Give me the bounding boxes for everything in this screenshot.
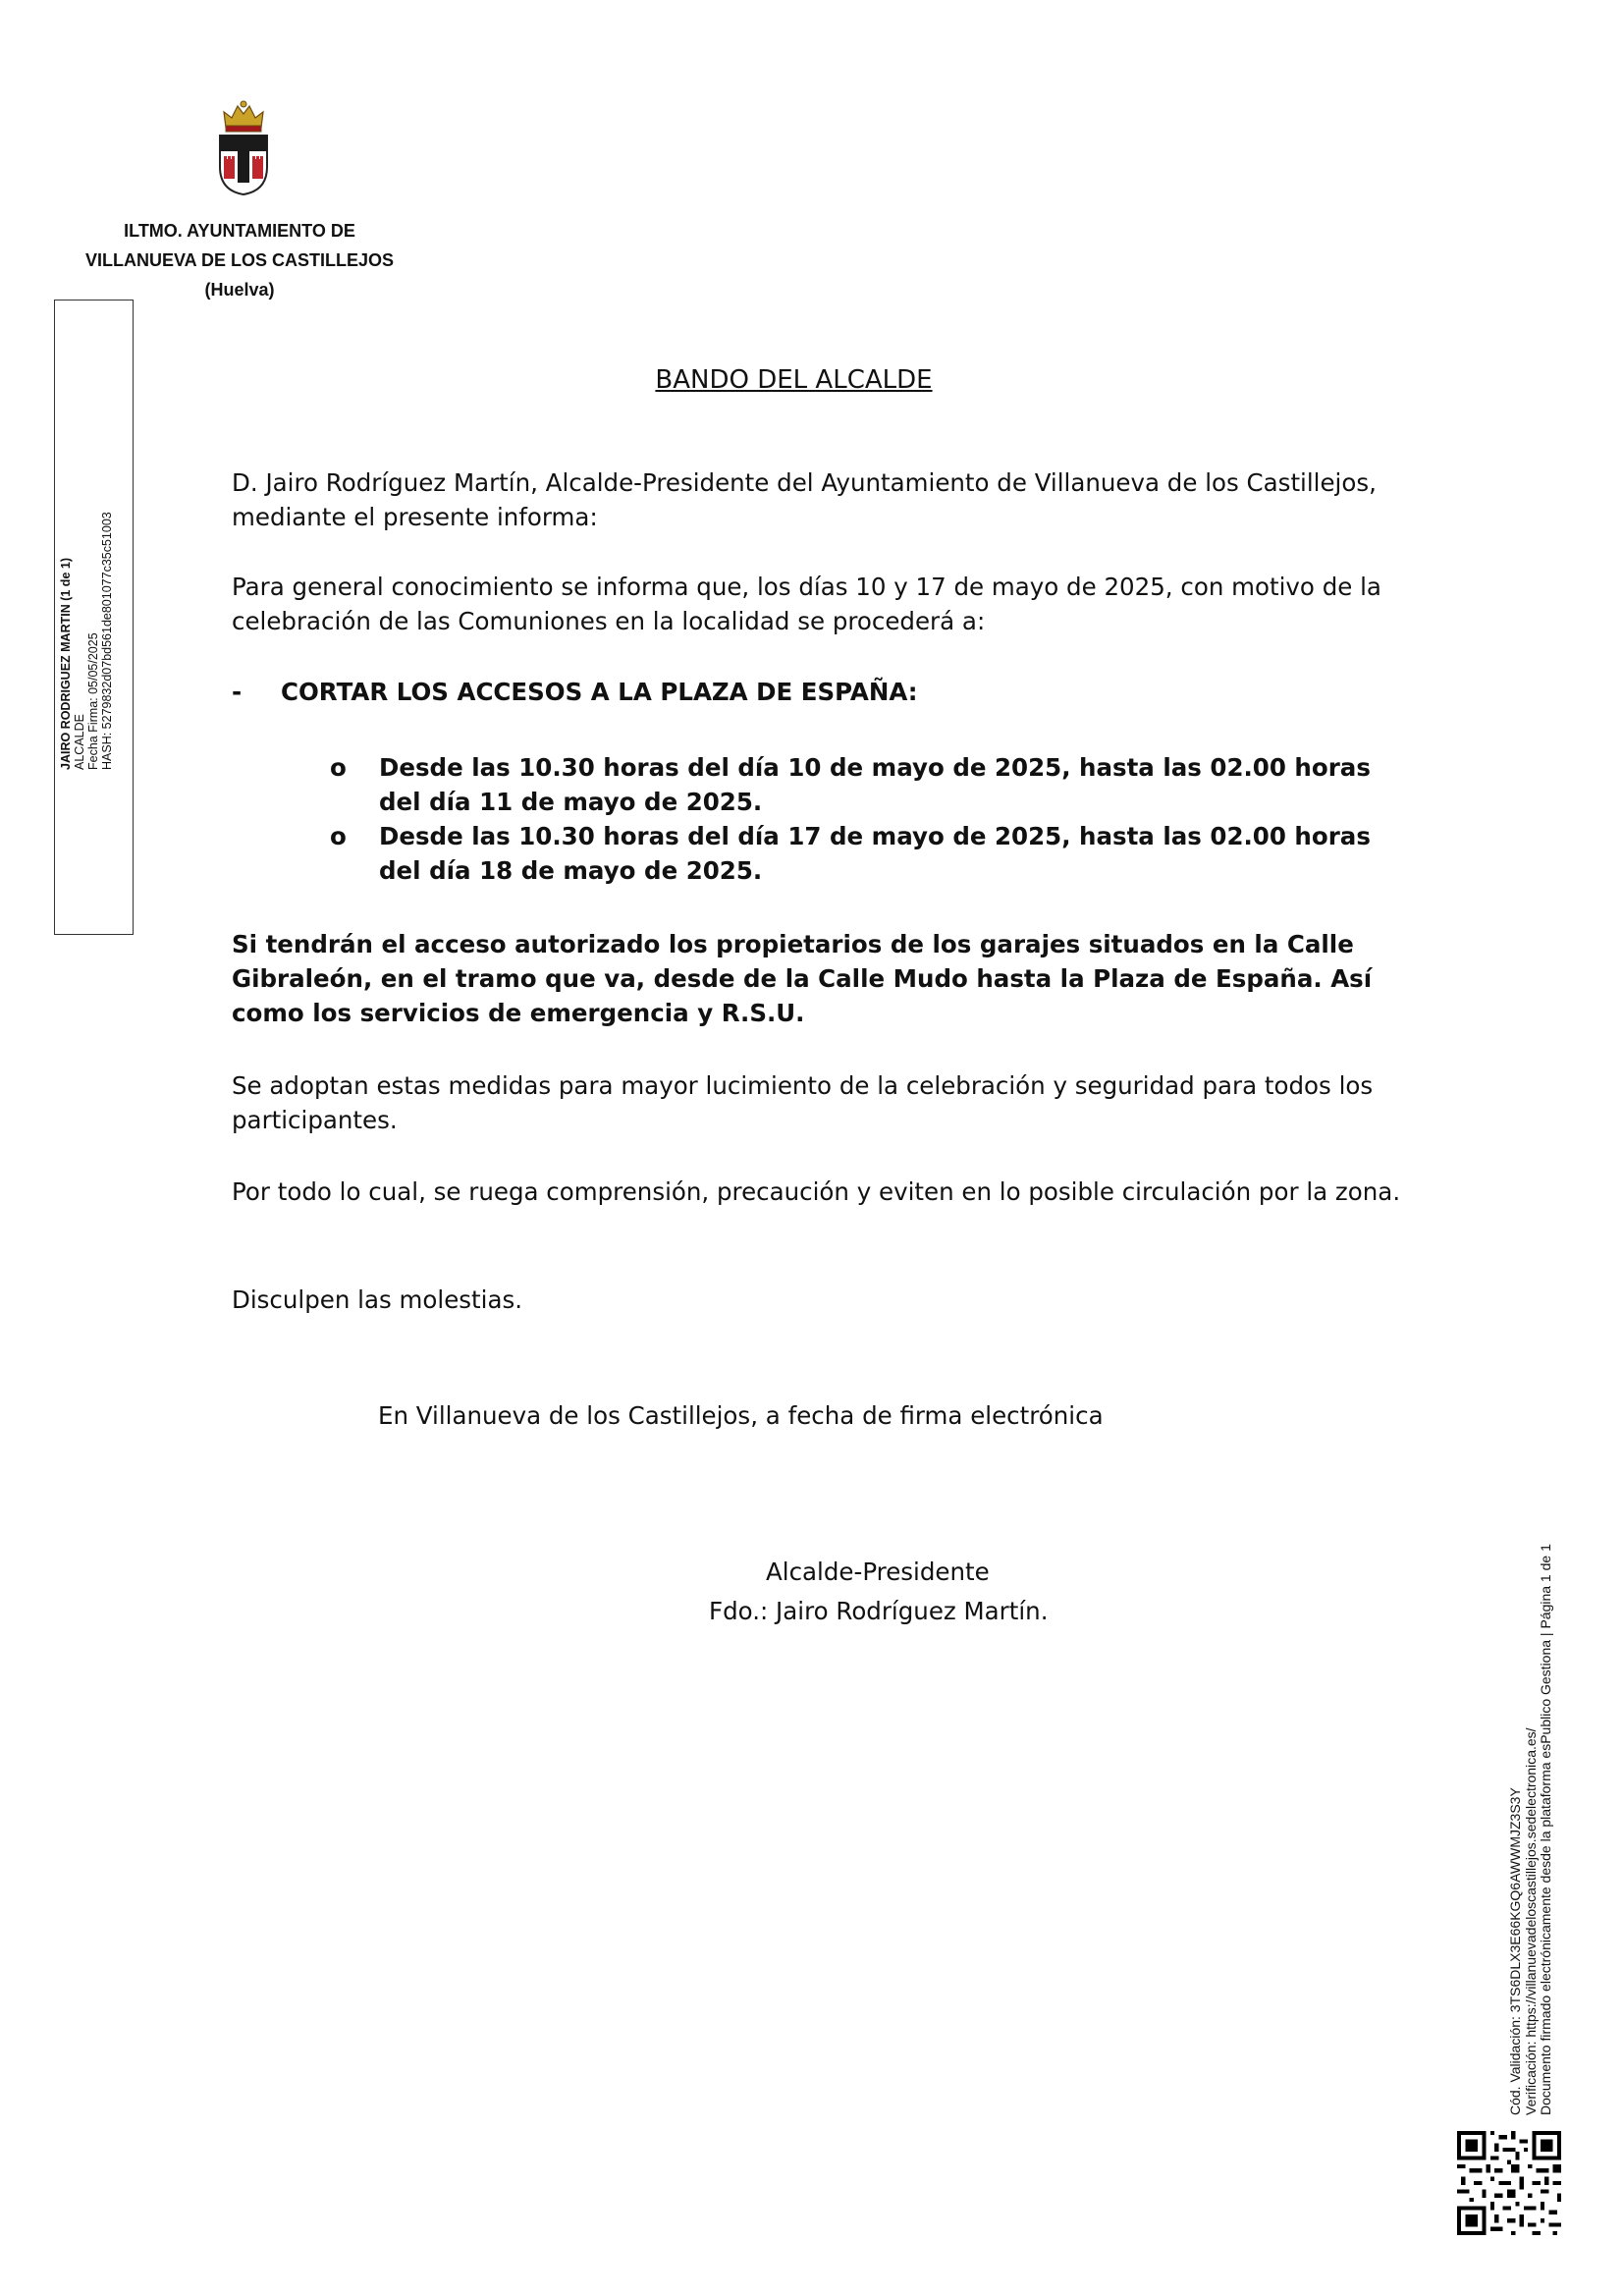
signature-role: Alcalde-Presidente — [766, 1558, 990, 1586]
paragraph-2: Si tendrán el acceso autorizado los propietarios de los garajes situados en la Calle Gibraleón, en el tramo que va, desde de la Calle Mudo hasta la Plaza de España. Así como los servicios de emergencia y R.S.U. — [232, 930, 1373, 1027]
action-heading — [232, 678, 918, 706]
intro-paragraph: D. Jairo Rodríguez Martín, Alcalde-Presidente del Ayuntamiento de Villanueva de los Castillejos, mediante el presente informa: — [232, 468, 1377, 531]
dash-marker: - — [232, 678, 243, 706]
signature-stamp — [59, 512, 114, 770]
header-line-3: (Huelva) — [204, 280, 275, 300]
bullet-marker: o — [330, 753, 347, 782]
coat-of-arms-icon — [214, 98, 273, 196]
paragraph-3: Se adoptan estas medidas para mayor lucimiento de la celebración y seguridad para todos los participantes. — [232, 1071, 1374, 1134]
signer-name: JAIRO RODRIGUEZ MARTIN (1 de 1) — [59, 558, 73, 770]
paragraph-1: Para general conocimiento se informa que, los días 10 y 17 de mayo de 2025, con motivo de la celebración de las Comuniones en la localidad se procederá a: — [232, 573, 1381, 635]
document-title: BANDO DEL ALCALDE — [655, 365, 933, 395]
validation-code: Cód. Validación: 3TS6DLX3E66KGQ6AWWMJZ3S3Y — [1507, 1787, 1523, 2115]
signature-date: Fecha Firma: 05/05/2025 — [86, 632, 100, 770]
platform-note: Documento firmado electrónicamente desde la plataforma esPublico Gestiona | Página 1 de 1 — [1538, 1544, 1553, 2115]
list-item — [330, 750, 1420, 819]
paragraph-5: Disculpen las molestias. — [232, 1285, 523, 1314]
signer-role: ALCALDE — [73, 714, 86, 770]
action-text: CORTAR LOS ACCESOS A LA PLAZA DE ESPAÑA: — [281, 678, 918, 706]
list-item-text: Desde las 10.30 horas del día 17 de mayo de 2025, hasta las 02.00 horas del día 18 de mayo de 2025. — [379, 822, 1371, 885]
signature-hash: HASH: 5279832d07bd561de801077c35c51003 — [100, 512, 114, 770]
list-item-text: Desde las 10.30 horas del día 10 de mayo de 2025, hasta las 02.00 horas del día 11 de mayo de 2025. — [379, 753, 1371, 816]
bullet-marker: o — [330, 822, 347, 850]
verification-url[interactable]: Verificación: https://villanuevadeloscastillejos.sedelectronica.es/ — [1522, 1727, 1539, 2115]
paragraph-4: Por todo lo cual, se ruega comprensión, precaución y eviten en lo posible circulación por la zona. — [232, 1177, 1401, 1206]
place-date: En Villanueva de los Castillejos, a fecha de firma electrónica — [378, 1401, 1104, 1430]
list-item — [330, 819, 1420, 888]
header-line-1: ILTMO. AYUNTAMIENTO DE — [124, 221, 355, 241]
qr-code-icon — [1457, 2131, 1561, 2235]
verification-footer — [1508, 1544, 1554, 2115]
header-line-2: VILLANUEVA DE LOS CASTILLEJOS — [84, 250, 395, 270]
signature-name: Fdo.: Jairo Rodríguez Martín. — [709, 1597, 1049, 1625]
